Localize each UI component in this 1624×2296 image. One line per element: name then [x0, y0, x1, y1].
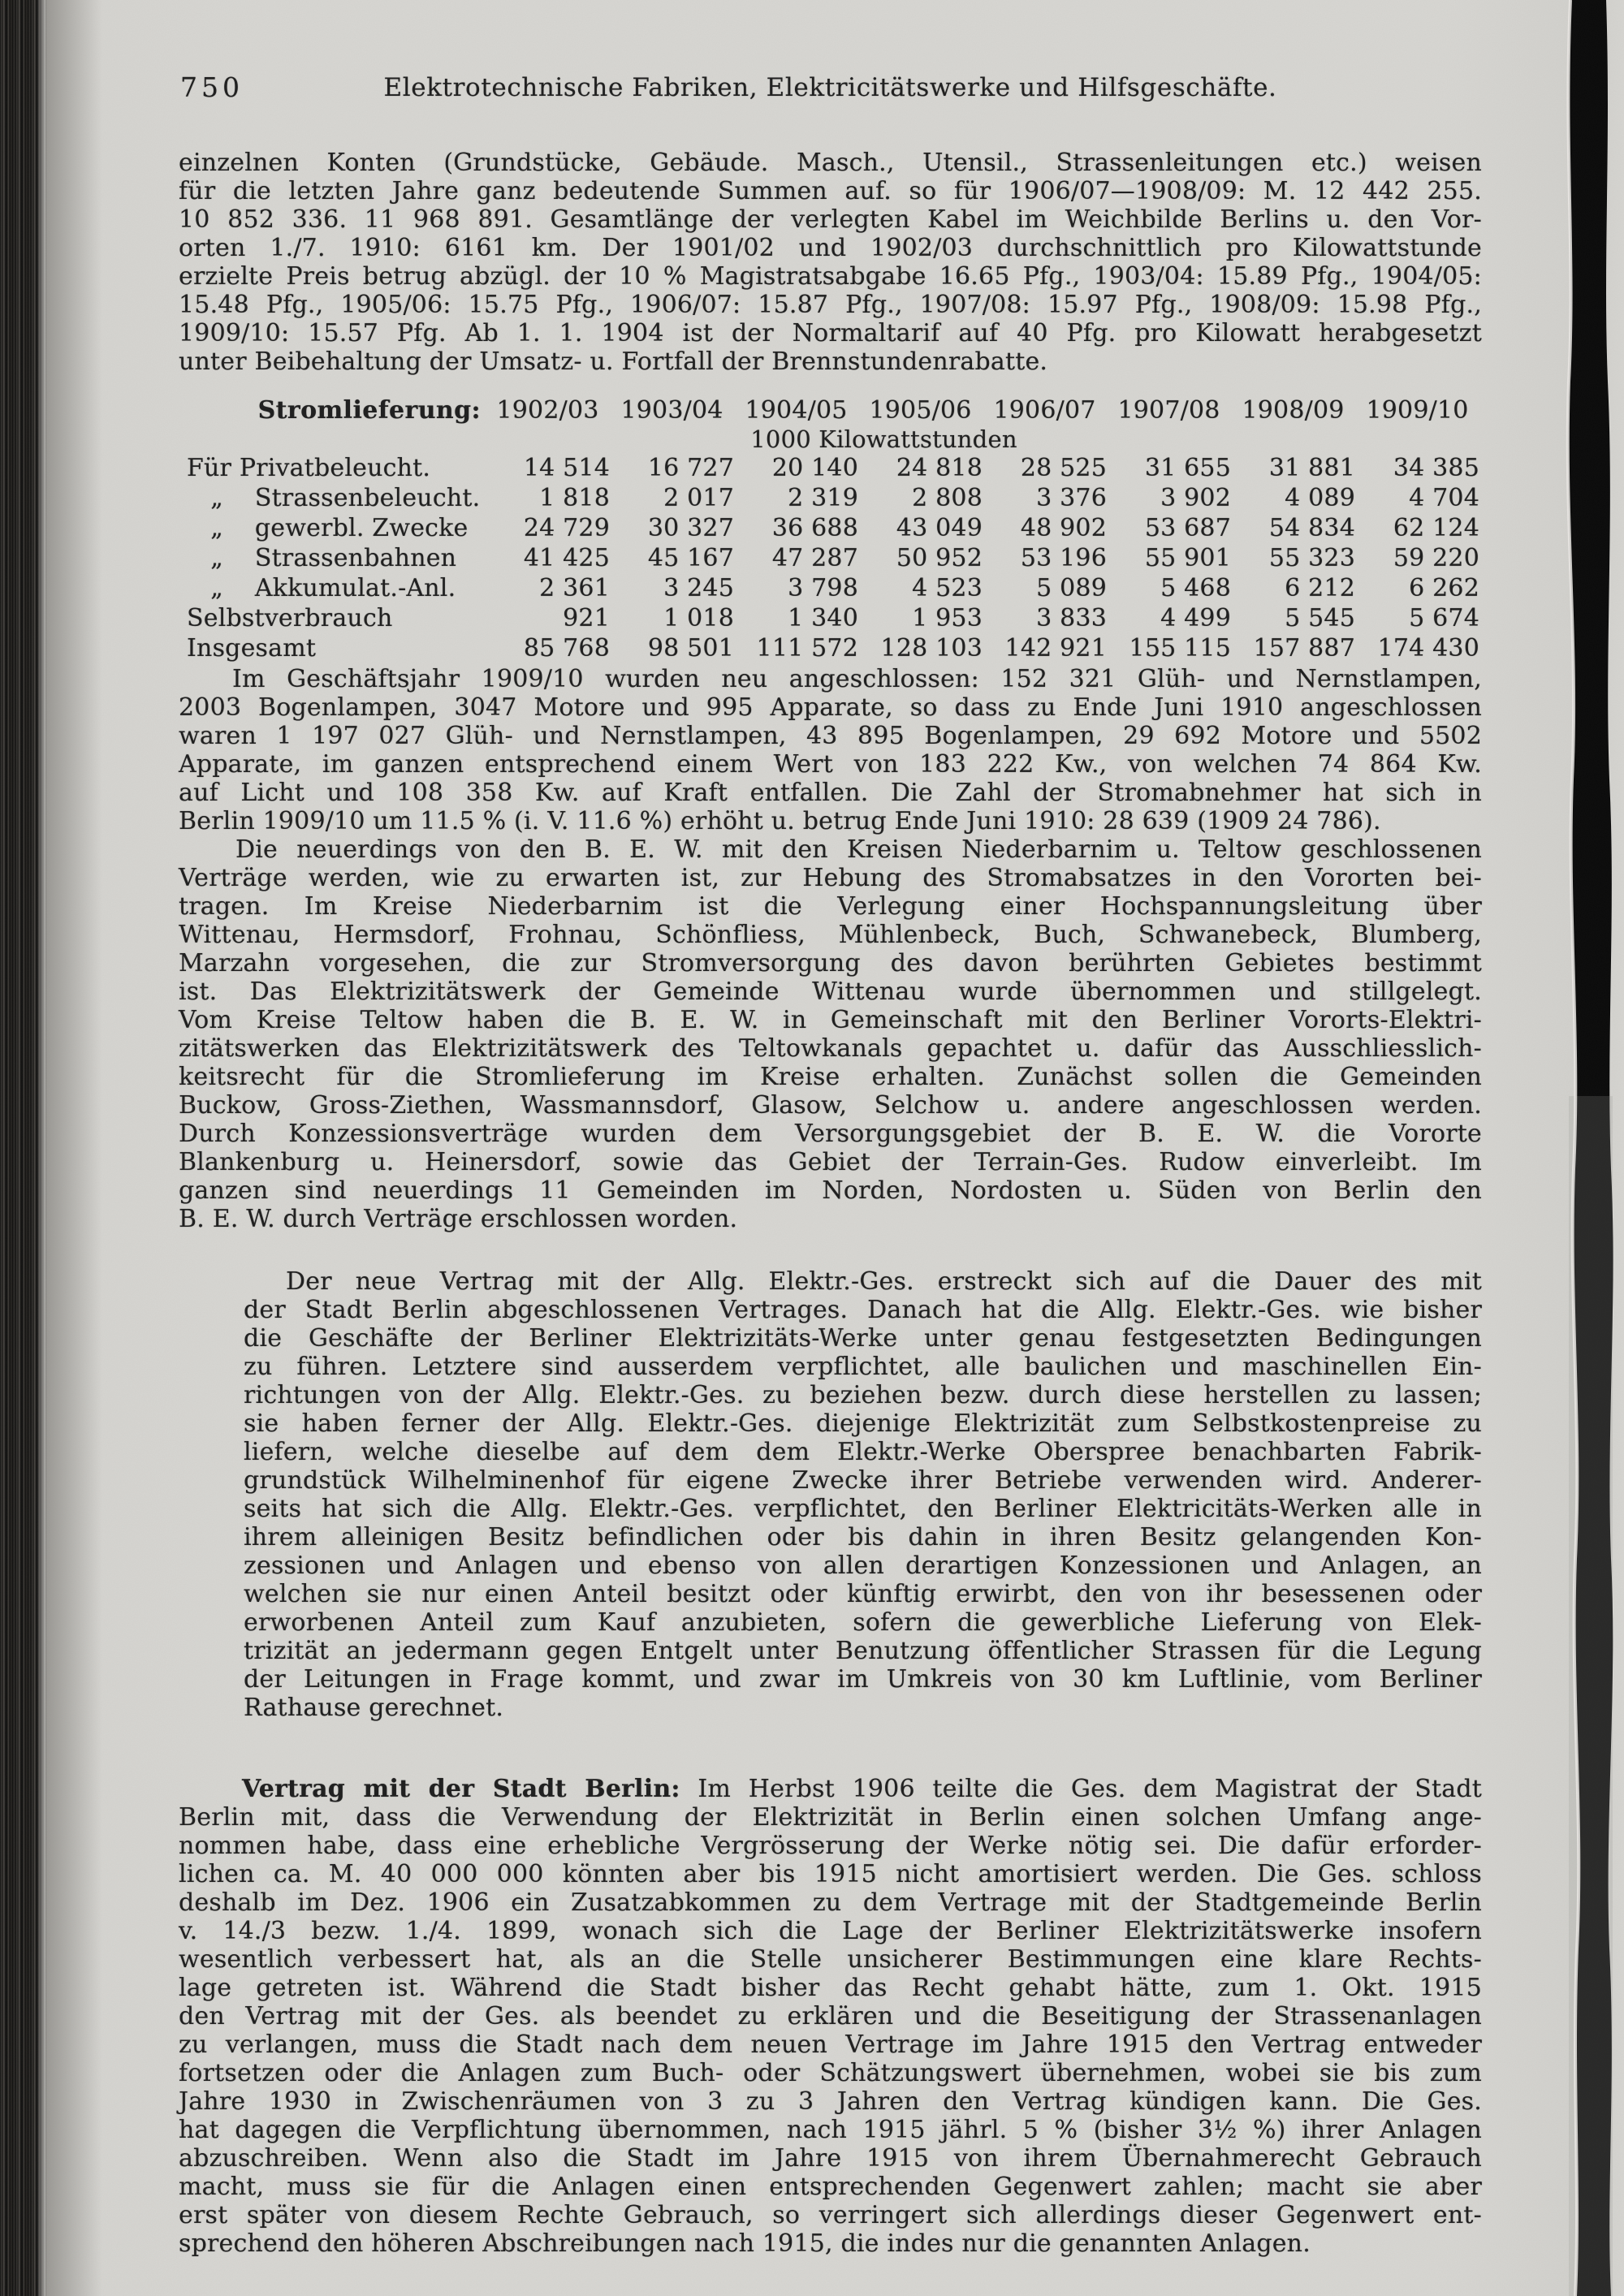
table-cell: 41 425 — [523, 544, 610, 572]
table-cell: 30 327 — [647, 514, 734, 542]
text-line: hat dagegen die Verpflichtung übernommen, nach 1915 jährl. 5 % (bisher 3½ %) ihrer Anlagen — [179, 2116, 1482, 2144]
table-cell: 3 902 — [1160, 484, 1231, 512]
table-year-header: 1904/05 — [745, 396, 848, 425]
text-line: erst später von diesem Rechte Gebrauch, so verringert sich allerdings dieser Gegenwert ent- — [179, 2201, 1482, 2229]
text-line: lage getreten ist. Während die Stadt bisher das Recht gehabt hätte, zum 1. Okt. 1915 — [179, 1974, 1482, 2002]
text-line: einzelnen Konten (Grundstücke, Gebäude. Masch., Utensil., Strassenleitungen etc.) weisen — [179, 149, 1482, 177]
table-cell: 4 523 — [912, 574, 983, 602]
text-line: seits hat sich die Allg. Elektr.-Ges. verpflichtet, den Berliner Elektricitäts-Werken alle in — [244, 1495, 1482, 1523]
text-line: Jahre 1930 in Zwischenräumen von 3 zu 3 Jahren den Vertrag kündigen kann. Die Ges. — [179, 2087, 1482, 2116]
text-line: erzielte Preis betrug abzügl. der 10 % Magistratsabgabe 16.65 Pfg., 1903/04: 15.89 Pfg., 1904/05: — [179, 262, 1482, 291]
table-row-label: Insgesamt — [187, 634, 317, 662]
text-line: abzuschreiben. Wenn also die Stadt im Jahre 1915 von ihrem Übernahmerecht Gebrauch — [179, 2144, 1482, 2173]
table-cell: 20 140 — [771, 454, 858, 482]
table-cell: 2 808 — [912, 484, 983, 512]
first-line-rest: Im Herbst 1906 teilte die Ges. dem Magistrat der Stadt — [680, 1775, 1482, 1803]
table-cell: 5 545 — [1285, 604, 1355, 632]
table-cell: 111 572 — [756, 634, 858, 662]
text-line: Im Geschäftsjahr 1909/10 wurden neu angeschlossen: 152 321 Glüh- und Nernstlampen, — [232, 665, 1482, 693]
text-line: waren 1 197 027 Glüh- und Nernstlampen, 43 895 Bogenlampen, 29 692 Motore und 5502 — [179, 722, 1482, 750]
page-header — [179, 71, 1482, 104]
stromlieferung-table — [179, 395, 1482, 663]
table-cell: 53 687 — [1144, 514, 1231, 542]
table-cell: 155 115 — [1129, 634, 1231, 662]
text-line: welchen sie nur einen Anteil besitzt oder künftig erwirbt, den von ihr besessenen oder — [244, 1580, 1482, 1608]
table-cell: 1 018 — [663, 604, 734, 632]
table-cell: 34 385 — [1393, 454, 1479, 482]
table-row-label: Selbstverbrauch — [187, 604, 393, 632]
text-line: Wittenau, Hermsdorf, Frohnau, Schönfliess, Mühlenbeck, Buch, Schwanebeck, Blumberg, — [179, 921, 1482, 949]
text-line: zessionen und Anlagen und ebenso von allen derartigen Konzessionen und Anlagen, an — [244, 1552, 1482, 1580]
text-line: zu verlangen, muss die Stadt nach dem neuen Vertrage im Jahre 1915 den Vertrag entweder — [179, 2031, 1482, 2059]
page-edge-shadow — [1527, 0, 1624, 2296]
table-cell: 3 833 — [1036, 604, 1107, 632]
text-line: ganzen sind neuerdings 11 Gemeinden im Norden, Nordosten u. Süden von Berlin den — [179, 1176, 1482, 1205]
table-cell: 3 376 — [1036, 484, 1107, 512]
text-line: Verträge werden, wie zu erwarten ist, zur Hebung des Stromabsatzes in den Vororten bei- — [179, 864, 1482, 892]
table-row-label: „ Strassenbahnen — [187, 544, 457, 572]
text-line — [179, 1775, 1482, 1803]
text-line: macht, muss sie für die Anlagen einen entsprechenden Gegenwert zahlen; macht sie aber — [179, 2173, 1482, 2201]
text-line: fortsetzen oder die Anlagen zum Buch- oder Schätzungswert übernehmen, wobei sie bis zum — [179, 2059, 1482, 2087]
text-line: orten 1./7. 1910: 6161 km. Der 1901/02 und 1902/03 durchschnittlich pro Kilowattstunde — [179, 234, 1482, 262]
text-line: nommen habe, dass eine erhebliche Vergrösserung der Werke nötig sei. Die dafür erforder- — [179, 1832, 1482, 1860]
paragraph-neuer-vertrag-aeg — [244, 1267, 1482, 1722]
table-row-label: „ Akkumulat.-Anl. — [187, 574, 456, 602]
text-line: Der neue Vertrag mit der Allg. Elektr.-Ges. erstreckt sich auf die Dauer des mit — [286, 1267, 1482, 1296]
table-cell: 6 212 — [1285, 574, 1355, 602]
text-line: 2003 Bogenlampen, 3047 Motore und 995 Apparate, so dass zu Ende Juni 1910 angeschlossen — [179, 693, 1482, 722]
text-line: auf Licht und 108 358 Kw. auf Kraft entfallen. Die Zahl der Stromabnehmer hat sich in — [179, 779, 1482, 807]
table-cell: 128 103 — [880, 634, 983, 662]
table-cell: 62 124 — [1393, 514, 1479, 542]
table-cell: 50 952 — [896, 544, 983, 572]
text-line: erworbenen Anteil zum Kauf anzubieten, sofern die gewerbliche Lieferung von Elek- — [244, 1608, 1482, 1637]
table-row — [179, 573, 1482, 603]
text-line: sprechend den höheren Abschreibungen nach 1915, die indes nur die genannten Anlagen. — [179, 2229, 1311, 2258]
table-cell: 1 340 — [788, 604, 858, 632]
text-line: 15.48 Pfg., 1905/06: 15.75 Pfg., 1906/07: 15.87 Pfg., 1907/08: 15.97 Pfg., 1908/09: 15.98 Pfg., — [179, 291, 1482, 319]
table-cell: 14 514 — [523, 454, 610, 482]
table-cell: 3 798 — [788, 574, 858, 602]
table-cell: 3 245 — [663, 574, 734, 602]
table-caption-label: Stromlieferung: — [257, 396, 481, 425]
page-content — [179, 0, 1482, 2258]
text-line: 10 852 336. 11 968 891. Gesamtlänge der verlegten Kabel im Weichbilde Berlins u. den Vor- — [179, 205, 1482, 234]
table-year-header: 1903/04 — [620, 396, 723, 425]
text-line: tragen. Im Kreise Niederbarnim ist die Verlegung einer Hochspannungsleitung über — [179, 892, 1482, 921]
paragraph-vertrag-stadt-berlin — [179, 1775, 1482, 2258]
text-line: der Leitungen in Frage kommt, und zwar im Umkreis von 30 km Luftlinie, vom Berliner — [244, 1665, 1482, 1694]
text-line: lichen ca. M. 40 000 000 könnten aber bis 1915 nicht amortisiert werden. Die Ges. schloss — [179, 1860, 1482, 1888]
table-caption-row — [179, 395, 1482, 426]
text-line: v. 14./3 bezw. 1./4. 1899, wonach sich die Lage der Berliner Elektrizitätswerke insofern — [179, 1917, 1482, 1945]
table-cell: 55 323 — [1268, 544, 1355, 572]
text-line: B. E. W. durch Verträge erschlossen worden. — [179, 1205, 738, 1233]
text-line: Blankenburg u. Heinersdorf, sowie das Gebiet der Terrain-Ges. Rudow einverleibt. Im — [179, 1148, 1482, 1176]
table-cell: 2 319 — [788, 484, 858, 512]
table-row-label: Für Privatbeleucht. — [187, 454, 431, 482]
table-cell: 6 262 — [1409, 574, 1479, 602]
table-cell: 5 089 — [1036, 574, 1107, 602]
text-line: Vom Kreise Teltow haben die B. E. W. in Gemeinschaft mit den Berliner Vororts-Elektri- — [179, 1006, 1482, 1034]
text-line: Rathause gerechnet. — [244, 1694, 504, 1722]
text-line: die Geschäfte der Berliner Elektrizitäts-Werke unter genau festgesetzten Bedingungen — [244, 1324, 1482, 1353]
table-cell: 45 167 — [647, 544, 734, 572]
text-line: deshalb im Dez. 1906 ein Zusatzabkommen zu dem Vertrage mit der Stadtgemeinde Berlin — [179, 1888, 1482, 1917]
table-cell: 59 220 — [1393, 544, 1479, 572]
text-line: grundstück Wilhelminenhof für eigene Zwecke ihrer Betriebe verwenden wird. Anderer- — [244, 1466, 1482, 1495]
table-row — [179, 543, 1482, 573]
table-cell: 174 430 — [1377, 634, 1479, 662]
bold-lead-in: Vertrag mit der Stadt Berlin: — [242, 1775, 680, 1803]
table-row-label: „ Strassenbeleucht. — [187, 484, 481, 512]
table-row — [179, 633, 1482, 663]
text-line: Berlin 1909/10 um 11.5 % (i. V. 11.6 %) erhöht u. betrug Ende Juni 1910: 28 639 (1909 24 786). — [179, 807, 1381, 835]
text-line: sie haben ferner der Allg. Elektr.-Ges. diejenige Elektrizität zum Selbstkostenpreise zu — [244, 1409, 1482, 1438]
table-cell: 2 361 — [539, 574, 610, 602]
table-cell: 5 674 — [1409, 604, 1479, 632]
table-row — [179, 513, 1482, 543]
text-line: Buckow, Gross-Ziethen, Wassmannsdorf, Glasow, Selchow u. andere angeschlossen werden. — [179, 1091, 1482, 1120]
text-line: wesentlich verbessert hat, als an die Stelle unsicherer Bestimmungen eine klare Rechts- — [179, 1945, 1482, 1974]
text-line: der Stadt Berlin abgeschlossenen Vertrages. Danach hat die Allg. Elektr.-Ges. wie bisher — [244, 1296, 1482, 1324]
table-cell: 1 818 — [539, 484, 610, 512]
table-row — [179, 453, 1482, 483]
table-cell: 48 902 — [1020, 514, 1107, 542]
running-title: Elektrotechnische Fabriken, Elektricitätswerke und Hilfsgeschäfte. — [383, 73, 1277, 102]
text-line: zitätswerken das Elektrizitätswerk des Teltowkanals gepachtet u. dafür das Ausschliesslich- — [179, 1034, 1482, 1063]
table-year-header: 1905/06 — [869, 396, 972, 425]
table-cell: 4 499 — [1160, 604, 1231, 632]
text-line: liefern, welche dieselbe auf dem dem Elektr.-Werke Oberspree benachbarten Fabrik- — [244, 1438, 1482, 1466]
text-line: Die neuerdings von den B. E. W. mit den Kreisen Niederbarnim u. Teltow geschlossenen — [235, 835, 1482, 864]
table-cell: 24 818 — [896, 454, 983, 482]
table-year-header: 1908/09 — [1242, 396, 1345, 425]
text-line: Marzahn vorgesehen, die zur Stromversorgung des davon berührten Gebietes bestimmt — [179, 949, 1482, 978]
table-cell: 31 655 — [1144, 454, 1231, 482]
table-cell: 157 887 — [1253, 634, 1355, 662]
table-unit-row: 1000 Kilowattstunden — [750, 425, 1017, 453]
table-cell: 98 501 — [647, 634, 734, 662]
table-row — [179, 603, 1482, 633]
paragraph-geschaeftsjahr — [179, 665, 1482, 835]
text-line: Durch Konzessionsverträge wurden dem Versorgungsgebiet der B. E. W. die Vororte — [179, 1120, 1482, 1148]
table-cell: 1 953 — [912, 604, 983, 632]
text-line: den Vertrag mit der Ges. als beendet zu erklären und die Beseitigung der Strassenanlagen — [179, 2002, 1482, 2031]
text-line: ist. Das Elektrizitätswerk der Gemeinde Wittenau wurde übernommen und stillgelegt. — [179, 978, 1482, 1006]
table-cell: 85 768 — [523, 634, 610, 662]
table-row-label: „ gewerbl. Zwecke — [187, 514, 469, 542]
table-year-header: 1906/07 — [993, 396, 1096, 425]
table-cell: 28 525 — [1020, 454, 1107, 482]
table-year-header: 1909/10 — [1366, 396, 1469, 425]
table-cell: 55 901 — [1144, 544, 1231, 572]
table-cell: 921 — [563, 604, 610, 632]
table-cell: 4 704 — [1409, 484, 1479, 512]
table-body — [179, 453, 1482, 663]
text-line: trizität an jedermann gegen Entgelt unter Benutzung öffentlicher Strassen für die Legung — [244, 1637, 1482, 1665]
text-line: zu führen. Letztere sind ausserdem verpflichtet, alle baulichen und maschinellen Ein- — [244, 1353, 1482, 1381]
text-line: keitsrecht für die Stromlieferung im Kreise erhalten. Zunächst sollen die Gemeinden — [179, 1063, 1482, 1091]
table-cell: 36 688 — [771, 514, 858, 542]
table-year-header: 1902/03 — [496, 396, 599, 425]
paragraph-konten — [179, 149, 1482, 376]
table-cell: 4 089 — [1285, 484, 1355, 512]
table-cell: 43 049 — [896, 514, 983, 542]
table-cell: 5 468 — [1160, 574, 1231, 602]
table-cell: 31 881 — [1268, 454, 1355, 482]
table-year-header: 1907/08 — [1117, 396, 1220, 425]
book-binding-edge — [0, 0, 47, 2296]
page-number: 750 — [180, 71, 244, 103]
table-cell: 16 727 — [647, 454, 734, 482]
paragraph-vertraege-vororte — [179, 835, 1482, 1233]
text-line: für die letzten Jahre ganz bedeutende Summen auf. so für 1906/07—1908/09: M. 12 442 255. — [179, 177, 1482, 205]
text-line: Apparate, im ganzen entsprechend einem Wert von 183 222 Kw., von welchen 74 864 Kw. — [179, 750, 1482, 779]
table-row — [179, 483, 1482, 513]
table-cell: 2 017 — [663, 484, 734, 512]
table-cell: 24 729 — [523, 514, 610, 542]
table-cell: 142 921 — [1004, 634, 1107, 662]
table-cell: 53 196 — [1020, 544, 1107, 572]
table-cell: 47 287 — [771, 544, 858, 572]
text-line: richtungen von der Allg. Elektr.-Ges. zu beziehen bezw. durch diese herstellen zu lassen; — [244, 1381, 1482, 1409]
text-line: 1909/10: 15.57 Pfg. Ab 1. 1. 1904 ist der Normaltarif auf 40 Pfg. pro Kilowatt herabgesetzt — [179, 319, 1482, 347]
text-line: Berlin mit, dass die Verwendung der Elektrizität in Berlin einen solchen Umfang ange- — [179, 1803, 1482, 1832]
gutter-shadow — [45, 0, 102, 2296]
text-line: unter Beibehaltung der Umsatz- u. Fortfall der Brennstundenrabatte. — [179, 347, 1048, 376]
text-line: ihrem alleinigen Besitz befindlichen oder bis dahin in ihren Besitz gelangenden Kon- — [244, 1523, 1482, 1552]
table-cell: 54 834 — [1268, 514, 1355, 542]
